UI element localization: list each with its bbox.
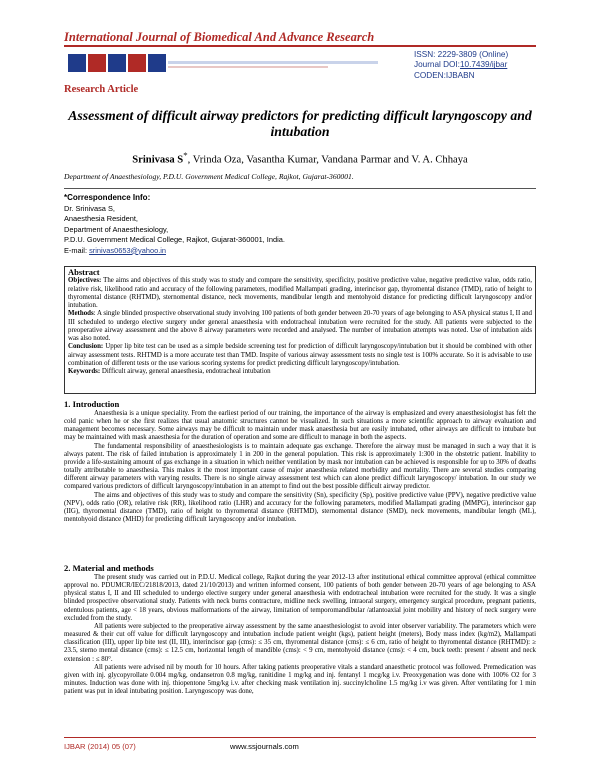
article-title: Assessment of difficult airway predictors for predicting difficult laryngoscopy and intubation	[68, 108, 532, 139]
paragraph: The aims and objectives of this study was to study and compare the sensitivity (Sn), specificity (Sp), positive predictive value (PPV), negative predictive value (NPV), odds ratio (OR), relative risk (RR), likelihood ratio (LHR) and accuracy for the following parameters, modified Mallampati grading (MMPG), interincisor gap (IIG), thyromental distance (TMD), ratio of height to thyromental distance (RHTMD), sternomental distance (SMD), neck movements, mandibular length (ML), mentohyoid distance (MHD) for predicting difficult laryngoscopy and/or intubation.	[64, 491, 536, 524]
header-rule	[64, 45, 536, 47]
correspondence-heading: *Correspondence Info:	[64, 193, 151, 202]
correspondence-line: Anaesthesia Resident,	[64, 214, 138, 223]
issn: ISSN: 2229-3809 (Online)	[414, 50, 509, 59]
paragraph: The fundamental responsibility of anaesthesiologists is to maintain adequate gas exchange. Therefore the airway must be managed in such a way that it is always patent. The risk of failed intubation is approximately 1 in 200 in the general population. This risk is approximately 1:300 in the obstetric patient. Inability to provide a life-sustaining amount of gas exchange in a situation in which neither ventilation by mask nor intubation can be achieved is responsible for up to 30% of deaths totally attributable to anaesthesia. This makes it the most important cause of major anaesthesia related morbidity and mortality. There are several studies comparing different airway parameters with varying results. There is no single airway assessment test which can alone predict difficult laryngoscopy/ intubation. In our study we compared various predictors of difficult laryngoscopy/intubation in an attempt to find out the best possible difficult airway predictor.	[64, 442, 536, 491]
abstract-heading: Abstract	[68, 267, 100, 277]
methods-body	[64, 574, 536, 696]
introduction-body	[64, 410, 536, 524]
abstract-keywords: Keywords: Difficult airway, general anaesthesia, endotracheal intubation	[68, 368, 271, 375]
journal-logo	[68, 51, 394, 74]
journal-doi: Journal DOI:10.7439/ijbar	[414, 60, 508, 70]
coden: CODEN:IJBABN	[414, 70, 475, 80]
paragraph: All patients were advised nil by mouth for 10 hours. After taking patients preoperative vitals a standard anaesthetic protocol was followed. Premedication was given with inj. glycopyrollate 0.004 mg/kg, ondansetron 0.8 mg/kg, ranitidine 1 mg/kg and inj. fentanyl 1 mcg/kg i.v. Preoxygenation was done with 100% O2 for 3 minutes. Induction was done with inj. thiopentone 5mg/kg i.v. after checking mask ventilation inj. succinylcholine 1.5 mg/kg i.v was given. After ventilating for 1 min patient was put in ideal intubating position. Laryngoscopy was done,	[64, 663, 536, 696]
correspondence-line: P.D.U. Government Medical College, Rajkot, Gujarat-360001, India.	[64, 235, 285, 244]
email-link[interactable]: srinivas0653@yahoo.in	[89, 245, 167, 255]
doi-link[interactable]: 10.7439/ijbar	[459, 60, 508, 70]
correspondence-info	[64, 193, 536, 256]
journal-name: International Journal of Biomedical And Advance Research	[64, 30, 375, 44]
abstract-objectives: Objectives: The aims and objectives of this study was to study and compare the sensitivity, specificity, positive predictive value, negative predictive value, odds ratio, relative risk, likelihood ratio and accuracy of the following parameters, modified Mallampati grading, interincisor gap, thyromental distance (TMD), ratio of height to thyromental distance (RHTMD), sternomental distance, neck movements, mandibular length and mentohyoid distance for predicting difficult laryngoscopy and/or intubation.	[68, 277, 532, 309]
footer-website[interactable]: www.ssjournals.com	[230, 742, 299, 751]
separator	[64, 188, 536, 189]
journal-meta	[414, 50, 508, 81]
paragraph: All patients were subjected to the preoperative airway assessment by the same anaesthesiologist to avoid inter observer variability. The parameters which were measured & their cut off value for difficult laryngoscopy and intubation include patient weight (kgs), patient height (meters), Body mass index (kg/m2), Mallampati classification (III), upper lip bite test (II, III), interincisor gap (cms): ≤ 35 cm, thyromental distance (cms): ≤ 6 cm, ratio of height to thyromental distance (RHTMD): ≥ 23.5, sterno mental distance (cms): ≤ 12.5 cm, horizontal length of mandible (cms): < 9 cm, mentohyoid distance (cms): < 4 cm, buck teeth: present / absent and neck extension : ≤ 80°.	[64, 622, 536, 663]
paragraph: Anaesthesia is a unique speciality. From the earliest period of our training, the importance of the airway is emphasized and every anaesthesiologist has felt the cold panic when he or she first realizes that usual anatomic structures cannot be visualized. In such situations a more scientific approach to airway evaluation and management becomes necessary. Some airways may be difficult to maintain under mask anaesthesia but are easily intubated, other airways are difficult to intubate but may be maintained with mask anaesthesia for the duration of operation and some are difficult to manage in both the aspects.	[64, 410, 536, 442]
abstract-box	[64, 266, 536, 394]
paragraph: The present study was carried out in P.D.U. Medical college, Rajkot during the year 2012-13 after institutional ethical committee approval (ethical committee approval no. PDUMCR/IEC/21818/2013, dated 21/10/2013) and written informed consent, 100 patients of both gender between 20-70 years of age belonging to ASA physical status I, II and III scheduled to undergo elective surgery under general anaesthesia with endotracheal intubation were recruited for the study. It was a single blinded prospective observational study. Patients with neck burns contracture, midline neck swelling, intraoral surgery, emergency surgical procedure, pregnant patients, edentulous patients, age < 18 years, obvious malformations of the airway, limitation of temporomandibular /atlantoaxial joint mobility and history of neck surgery were excluded from the study.	[64, 574, 536, 622]
section-heading: 1. Introduction	[64, 399, 120, 409]
footer-rule	[64, 737, 536, 738]
footer-citation: IJBAR (2014) 05 (07)	[64, 742, 136, 751]
email-line: E-mail: srinivas0653@yahoo.in	[64, 245, 167, 255]
abstract-conclusion: Conclusion: Upper lip bite test can be used as a simple bedside screening test for prediction of difficult laryngoscopy/intubation but it should be combined with other airway assessment tests. RHTMD is a more accurate test than TMD. Inspite of various airway assessment tests no single test is 100% accurate. So it is advisable to use combination of different tests or the use various scoring systems for predict predicting difficult laryngoscopy/intubation.	[68, 343, 532, 367]
corresponding-author: Srinivasa S	[132, 154, 184, 166]
article-type: Research Article	[64, 84, 139, 95]
correspondence-line: Department of Anaesthesiology,	[64, 224, 169, 234]
abstract-methods: Methods: A single blinded prospective observational study involving 100 patients of both gender between 20-70 years of age belonging to ASA physical status I, II and III scheduled to undergo elective surgery under general anaesthesia with endotracheal intubation were recruited for the study. All patients were subjected to the preoperative airway assessment and the above 8 airway parameters were recorded and analysed. The number of intubation attempts was noted. Use of intubation aids was also noted.	[68, 310, 532, 342]
correspondence-line: Dr. Srinivasa S,	[64, 203, 115, 213]
author-list: Srinivasa S*, Vrinda Oza, Vasantha Kumar, Vandana Parmar and V. A. Chhaya	[132, 150, 468, 166]
section-heading: 2. Material and methods	[64, 563, 154, 573]
affiliation: Department of Anaesthesiology, P.D.U. Government Medical College, Rajkot, Gujarat-360001.	[64, 172, 354, 181]
